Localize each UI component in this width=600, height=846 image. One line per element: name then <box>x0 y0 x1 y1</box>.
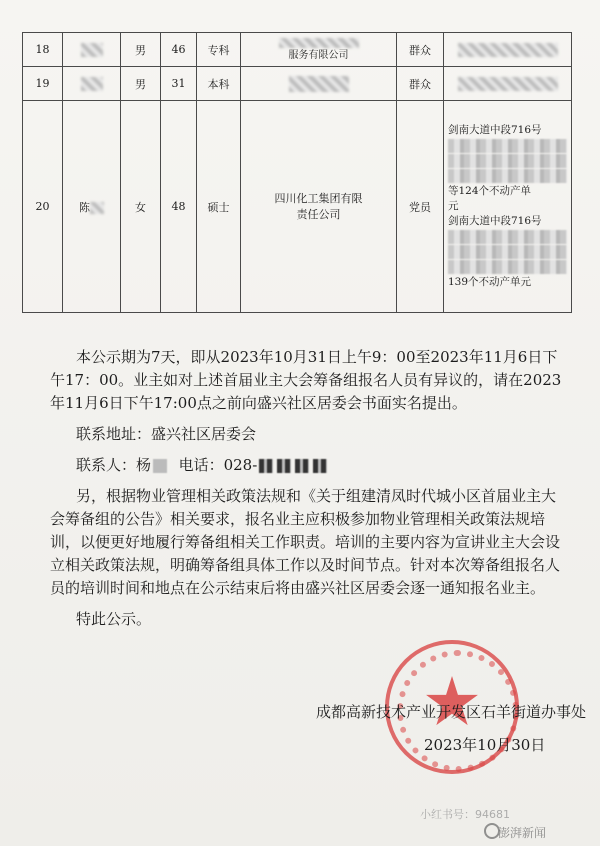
table-row <box>23 67 572 101</box>
cell-age: 46 <box>161 33 197 67</box>
table-row <box>23 101 572 313</box>
cell-address <box>444 67 572 101</box>
cell-edu: 本科 <box>197 67 241 101</box>
cell-party: 群众 <box>397 67 444 101</box>
table-row <box>23 33 572 67</box>
cell-age: 31 <box>161 67 197 101</box>
contact-address: 联系地址：盛兴社区居委会 <box>76 425 257 443</box>
issuer-name: 成都高新技术产业开发区石羊街道办事处 <box>316 703 587 721</box>
closing-remark: 特此公示。 <box>76 610 152 628</box>
cell-address <box>444 33 572 67</box>
pengpai-watermark: 澎湃新闻 <box>498 826 547 840</box>
address-line: 剑南大道中段716号 <box>448 215 542 227</box>
cell-edu: 专科 <box>197 33 241 67</box>
cell-unit: 四川化工集团有限责任公司 <box>241 101 397 313</box>
contact-person-line <box>50 454 565 477</box>
contact-phone: 电话：028- <box>178 456 258 474</box>
cell-name <box>63 33 121 67</box>
cell-gender: 男 <box>121 33 161 67</box>
issue-date: 2023年10月30日 <box>424 736 546 754</box>
cell-unit <box>241 67 397 101</box>
cell-edu: 硕士 <box>197 101 241 313</box>
cell-address <box>444 101 572 313</box>
notice-period-paragraph: 本公示期为7天，即从2023年10月31日上午9：00至2023年11月6日下午17：00。业主如对上述首届业主大会筹备组报名人员有异议的，请在2023年11月6日下午17:00点之前向盛兴社区居委会书面实名提出。 <box>50 348 562 412</box>
address-line: 元 <box>448 200 459 212</box>
address-line: 剑南大道中段716号 <box>448 124 542 136</box>
cell-gender: 男 <box>121 67 161 101</box>
candidate-table <box>22 32 572 313</box>
cell-name: 陈 <box>63 101 121 313</box>
notice-body <box>50 346 565 631</box>
cell-party: 党员 <box>397 101 444 313</box>
cell-unit: 服务有限公司 <box>241 33 397 67</box>
cell-no: 20 <box>23 101 63 313</box>
cell-party: 群众 <box>397 33 444 67</box>
cell-age: 48 <box>161 101 197 313</box>
cell-name <box>63 67 121 101</box>
xiaohongshu-watermark: 小红书号：94681 <box>420 808 510 821</box>
contact-person: 联系人：杨 <box>76 456 152 474</box>
cell-no: 19 <box>23 67 63 101</box>
cell-gender: 女 <box>121 101 161 313</box>
training-paragraph: 另，根据物业管理相关政策法规和《关于组建清凤时代城小区首届业主大会筹备组的公告》相关要求，报名业主应积极参加物业管理相关政策法规培训，以便更好地履行筹备组相关工作职责。培训的主要内容为宣讲业主大会设立相关政策法规，明确筹备组具体工作以及时间节点。针对本次筹备组报名人员的培训时间和地点在公示结束后将由盛兴社区居委会逐一通知报名业主。 <box>50 487 561 597</box>
address-line: 139个不动产单元 <box>448 276 532 288</box>
address-line: 等124个不动产单 <box>448 185 532 197</box>
cell-no: 18 <box>23 33 63 67</box>
